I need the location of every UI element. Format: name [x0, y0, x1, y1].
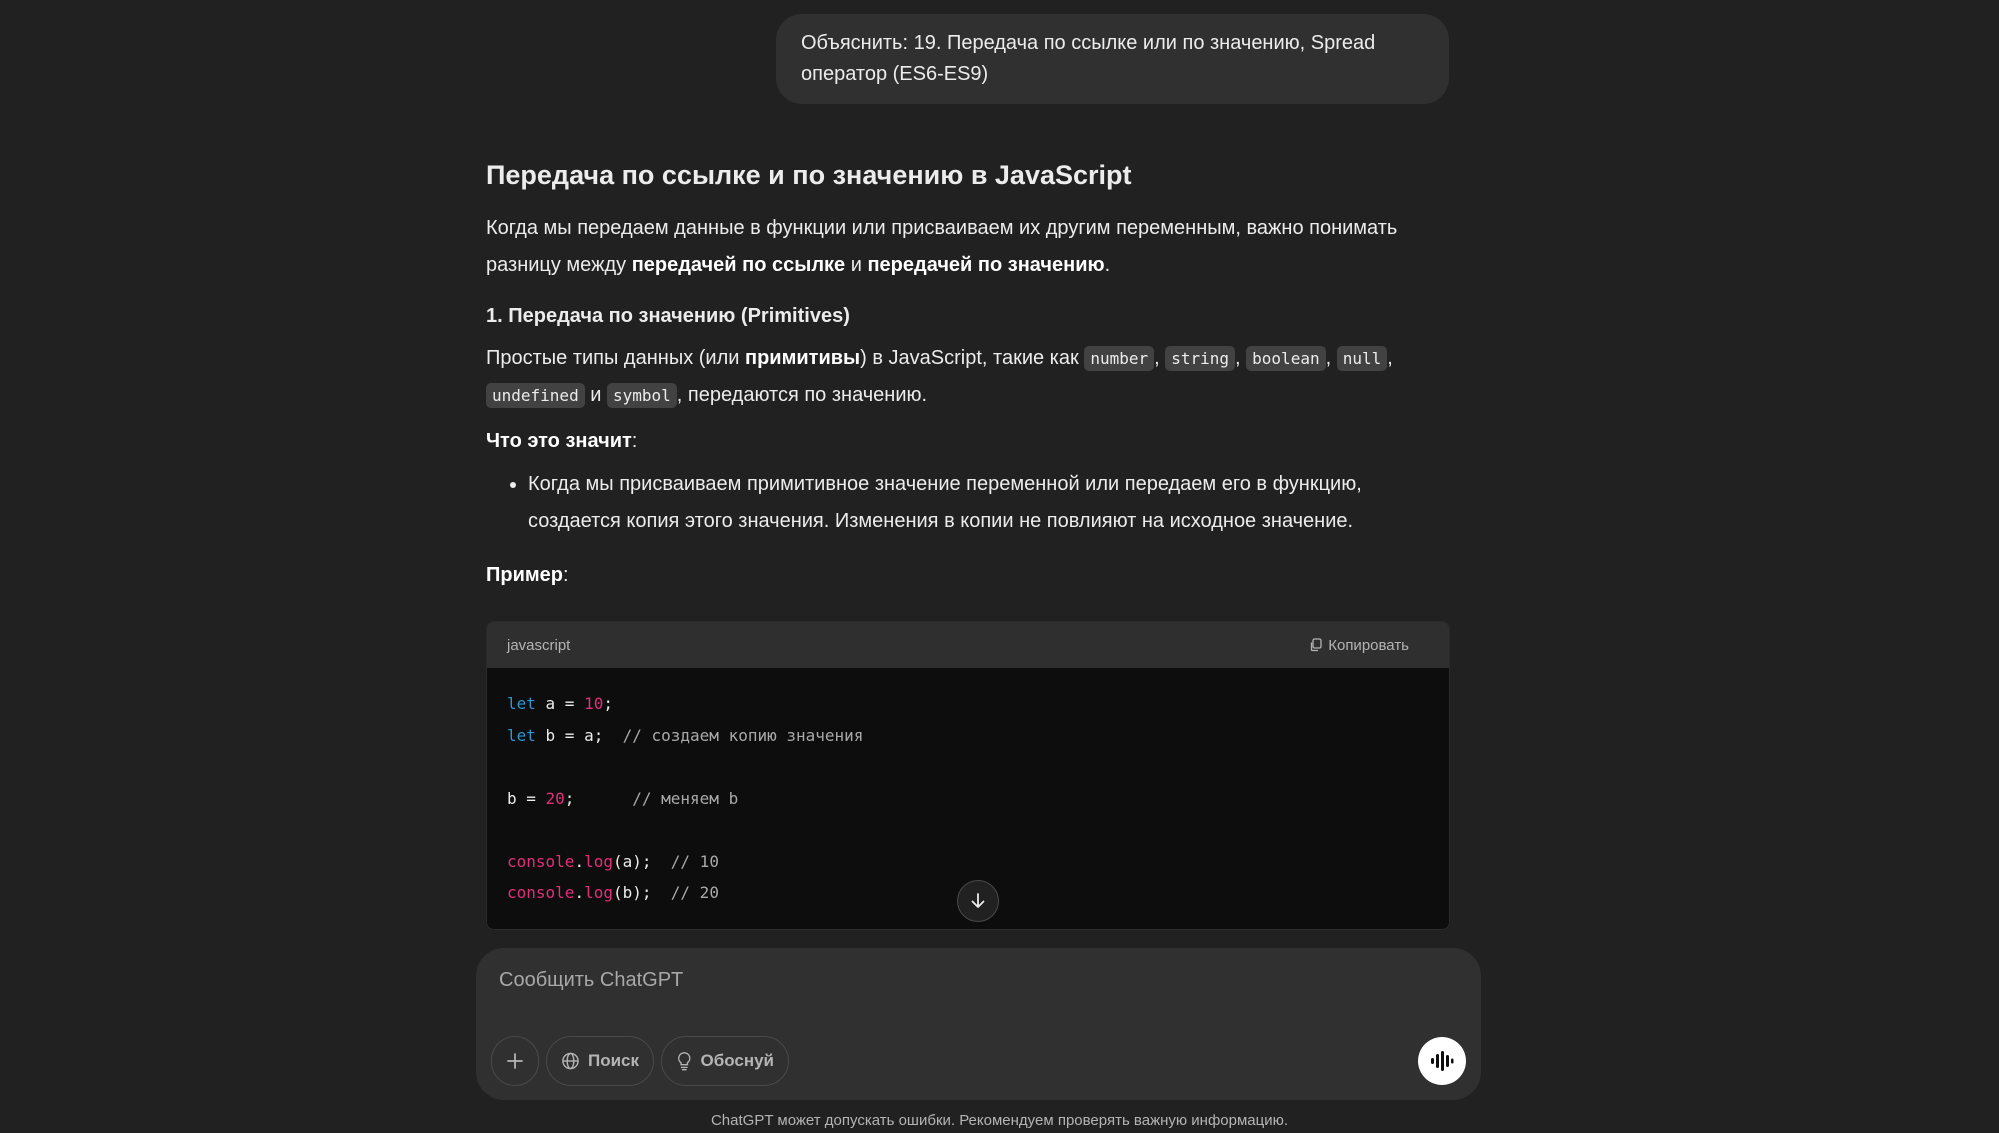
code-text: (b);	[612, 883, 671, 902]
search-button[interactable]	[546, 1036, 654, 1086]
code-text: ;	[603, 694, 613, 713]
bullet-list	[486, 466, 1450, 540]
code-text: (a);	[612, 851, 671, 871]
inline-code-undefined: undefined	[486, 383, 585, 408]
code-line-blank	[507, 751, 1429, 783]
code-number: 10	[584, 694, 604, 713]
code-line	[507, 720, 1429, 752]
code-text: b = a;	[535, 725, 623, 745]
user-message-line-1: Объяснить: 19. Передача по ссылке или по значению, Spread	[801, 32, 1376, 54]
code-keyword: let	[507, 694, 536, 713]
sep: ,	[1235, 347, 1247, 369]
what-means-label	[486, 423, 1450, 460]
colon: :	[631, 430, 638, 452]
composer	[476, 948, 1481, 1100]
intro-text-1: Когда мы передаем данные в функции или присваиваем их другим переменным, важно понимать разницу между	[486, 217, 1398, 276]
inline-code-string: string	[1165, 346, 1235, 371]
sep: ,	[1154, 347, 1166, 369]
sep: ,	[1387, 347, 1393, 369]
plus-icon	[506, 1052, 524, 1070]
section-heading: 1. Передача по значению (Primitives)	[486, 305, 850, 327]
user-message-line-2: оператор (ES6-ES9)	[801, 63, 989, 85]
intro-bold-1: передачей по ссылке	[631, 254, 846, 276]
reason-label: Обоснуй	[700, 1051, 774, 1070]
intro-text-3: .	[1104, 254, 1111, 276]
reason-button[interactable]	[661, 1036, 789, 1086]
lightbulb-icon	[676, 1050, 692, 1072]
code-line	[507, 688, 1429, 720]
code-text: .	[574, 883, 585, 902]
code-number: 20	[545, 788, 565, 808]
code-body	[487, 668, 1449, 909]
types-bold: примитивы	[744, 347, 861, 369]
attach-button[interactable]	[491, 1036, 539, 1086]
code-comment: // создаем копию значения	[622, 725, 864, 745]
types-text-1: Простые типы данных (или	[486, 347, 745, 369]
globe-icon	[561, 1051, 580, 1071]
code-function: log	[584, 851, 613, 871]
inline-code-null: null	[1337, 346, 1388, 371]
intro-text-2: и	[845, 254, 868, 276]
arrow-down-icon	[969, 892, 987, 910]
code-text: ;	[564, 788, 633, 808]
code-object: console	[507, 883, 575, 902]
voice-mode-button[interactable]	[1418, 1037, 1466, 1085]
user-message-bubble	[776, 14, 1449, 104]
code-line	[507, 846, 1429, 878]
assistant-message	[486, 150, 1450, 594]
inline-code-boolean: boolean	[1246, 346, 1325, 371]
answer-title: Передача по ссылке и по значению в JavaScript	[486, 160, 1132, 190]
example-label	[486, 557, 1450, 594]
and-word: и	[584, 384, 607, 406]
disclaimer-text: ChatGPT может допускать ошибки. Рекомендуем проверять важную информацию.	[710, 1112, 1289, 1129]
code-comment: // 10	[670, 851, 719, 871]
types-paragraph	[486, 340, 1450, 414]
code-text: .	[574, 851, 585, 871]
code-line-blank	[507, 814, 1429, 846]
code-keyword: let	[507, 725, 536, 745]
code-text: a =	[535, 694, 585, 713]
code-language: javascript	[507, 636, 571, 654]
code-comment: // 20	[670, 883, 719, 902]
code-object: console	[507, 851, 575, 871]
scroll-down-button[interactable]	[957, 880, 999, 922]
copy-label: Копировать	[1328, 636, 1409, 654]
sep: ,	[1325, 347, 1337, 369]
copy-icon	[1309, 638, 1323, 652]
what-means-bold: Что это значит	[486, 430, 632, 452]
code-comment: // меняем b	[632, 788, 739, 808]
voice-waveform-icon	[1430, 1051, 1454, 1071]
inline-code-symbol: symbol	[607, 383, 677, 408]
intro-paragraph	[486, 210, 1450, 284]
example-bold: Пример	[486, 564, 564, 586]
code-block-header	[487, 622, 1449, 668]
copy-button[interactable]	[1309, 637, 1409, 654]
list-item: • Когда мы присваиваем примитивное значение переменной или передаем его в функцию, создается копия этого значения. Изменения в копии не повлияют на исходное значение.	[528, 466, 1450, 540]
intro-bold-2: передачей по значению	[867, 254, 1105, 276]
colon: :	[563, 564, 569, 586]
message-input[interactable]	[497, 968, 1401, 993]
types-text-3: , передаются по значению.	[676, 384, 928, 406]
types-text-2: ) в JavaScript, такие как	[860, 347, 1085, 369]
code-text: b =	[507, 788, 546, 808]
code-line	[507, 783, 1429, 815]
inline-code-number: number	[1084, 346, 1154, 371]
code-function: log	[584, 883, 613, 902]
search-label: Поиск	[587, 1051, 639, 1070]
